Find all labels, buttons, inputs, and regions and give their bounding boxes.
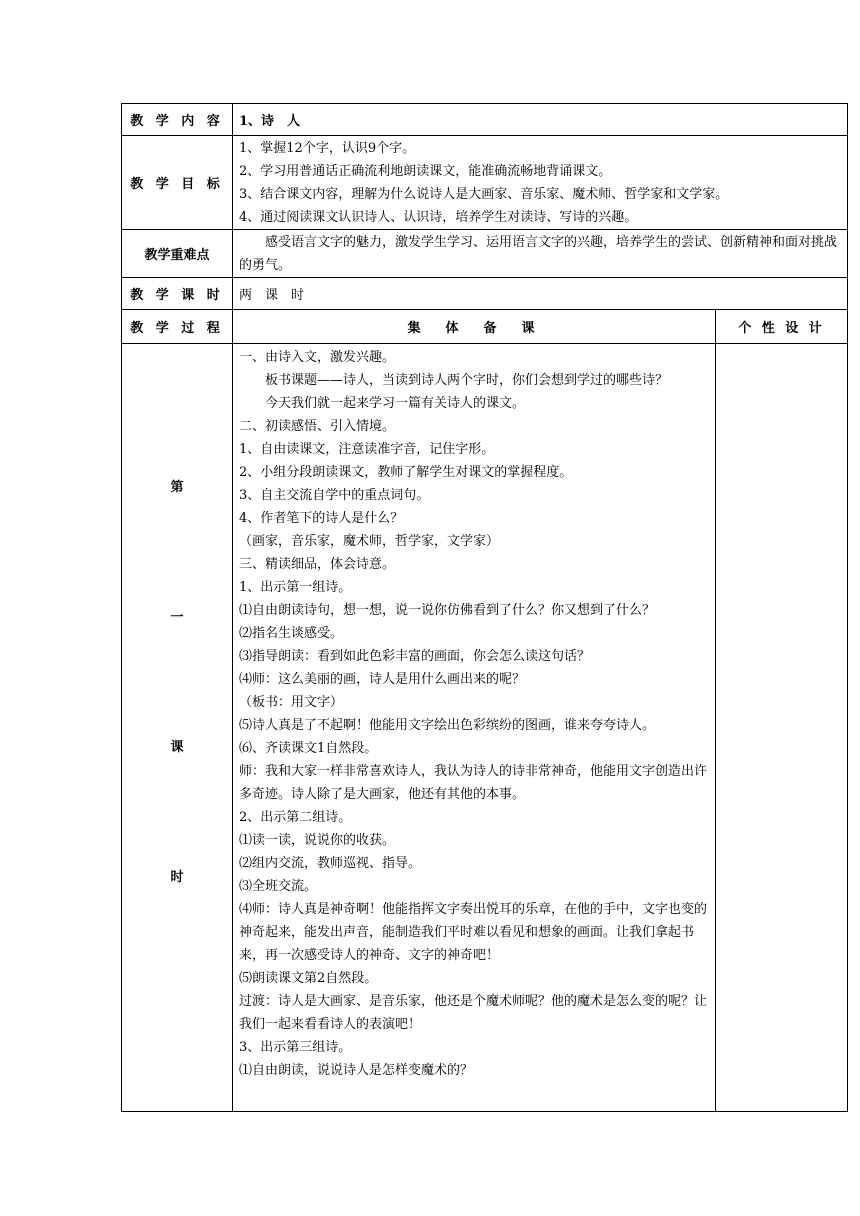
process-line: 1、出示第一组诗。	[239, 580, 352, 595]
process-line: ⑸诗人真是了不起啊！他能用文字绘出色彩缤纷的图画，谁来夸夸诗人。	[239, 718, 656, 733]
period-char: 时	[170, 870, 184, 885]
process-line: ⑷师：这么美丽的画，诗人是用什么画出来的呢？	[239, 672, 526, 687]
process-line: 板书课题——诗人，当读到诗人两个字时，你们会想到学过的哪些诗？	[265, 373, 669, 388]
goals-label: 教 学 目 标	[122, 136, 233, 230]
process-line: 2、出示第二组诗。	[239, 810, 352, 825]
process-line: 三、精读细品，体会诗意。	[239, 557, 396, 572]
goals-list	[233, 136, 848, 230]
process-line: 4、作者笔下的诗人是什么？	[239, 511, 404, 526]
process-line: ⑴读一读，说说你的收获。	[239, 833, 396, 848]
process-line: （板书：用文字）	[239, 695, 344, 710]
lesson-title: 1、诗 人	[233, 104, 848, 136]
process-line: ⑹、齐读课文1自然段。	[239, 741, 378, 756]
process-label: 教 学 过 程	[122, 310, 233, 344]
goal-item: 2、学习用普通话正确流利地朗读课文，能准确流畅地背诵课文。	[239, 163, 612, 179]
process-line: 3、出示第三组诗。	[239, 1040, 352, 1055]
process-line: （画家，音乐家，魔术师，哲学家，文学家）	[239, 534, 500, 549]
difficulty-label: 教学重难点	[122, 230, 233, 278]
goal-item: 1、掌握12个字，认识9个字。	[239, 140, 416, 156]
hours-label: 教 学 课 时	[122, 278, 233, 310]
process-line: ⑴自由朗读诗句，想一想，说一说你仿佛看到了什么？你又想到了什么？	[239, 603, 656, 618]
period-char: 第	[170, 480, 184, 495]
process-line: ⑵组内交流，教师巡视、指导。	[239, 856, 422, 871]
process-line: 今天我们就一起来学习一篇有关诗人的课文。	[265, 396, 526, 411]
process-line: ⑷师：诗人真是神奇啊！他能指挥文字奏出悦耳的乐章，在他的手中，文字也变的神奇起来，能发出声音，能制造我们平时难以看见和想象的画面。让我们拿起书来，再一次感受诗人的神奇、文字的神奇吧！	[239, 902, 708, 963]
process-line: 过渡：诗人是大画家、是音乐家，他还是个魔术师呢？他的魔术是怎么变的呢？让我们一起来看看诗人的表演吧！	[239, 994, 708, 1032]
period-label	[122, 344, 233, 1112]
process-line: ⑴自由朗读，说说诗人是怎样变魔术的？	[239, 1063, 474, 1078]
period-char: 一	[170, 610, 184, 625]
process-line: 一、由诗入文，激发兴趣。	[239, 350, 396, 365]
goal-item: 3、结合课文内容，理解为什么说诗人是大画家、音乐家、魔术师、哲学家和文学家。	[239, 186, 729, 202]
collective-header: 集 体 备 课	[233, 310, 716, 344]
personal-header: 个 性 设 计	[716, 310, 848, 344]
process-line: ⑶全班交流。	[239, 879, 318, 894]
process-line: ⑶指导朗读：看到如此色彩丰富的画面，你会怎么读这句话？	[239, 649, 591, 664]
difficulty-text: 感受语言文字的魅力，激发学生学习、运用语言文字的兴趣，培养学生的尝试、创新精神和面对挑战的勇气。	[233, 230, 848, 278]
process-line: 3、自主交流自学中的重点词句。	[239, 488, 430, 503]
period-char: 课	[170, 740, 184, 755]
goal-item: 4、通过阅读课文认识诗人、认识诗，培养学生对读诗、写诗的兴趣。	[239, 209, 638, 225]
content-label: 教 学 内 容	[122, 104, 233, 136]
process-line: ⑸朗读课文第2自然段。	[239, 971, 378, 986]
lesson-plan-table	[121, 103, 848, 1112]
process-content	[233, 344, 716, 1112]
process-line: ⑵指名生谈感受。	[239, 626, 344, 641]
hours-value: 两 课 时	[233, 278, 848, 310]
process-line: 2、小组分段朗读课文，教师了解学生对课文的掌握程度。	[239, 465, 573, 480]
process-line: 1、自由读课文，注意读准字音，记住字形。	[239, 442, 495, 457]
process-line: 师：我和大家一样非常喜欢诗人，我认为诗人的诗非常神奇，他能用文字创造出许多奇迹。诗人除了是大画家，他还有其他的本事。	[239, 764, 708, 802]
personal-design-cell	[716, 344, 848, 1112]
process-line: 二、初读感悟、引入情境。	[239, 419, 396, 434]
